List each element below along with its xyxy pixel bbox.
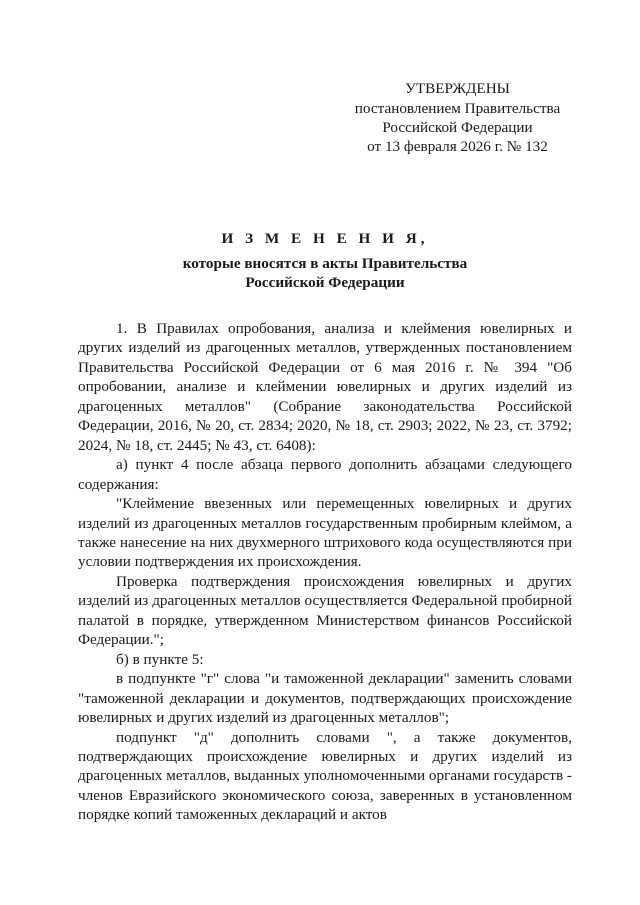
paragraph-4: Проверка подтверждения происхождения ювелирных и других изделий из драгоценных металлов осуществляется Федеральной пробирной палатой в порядке, утвержденном Министерством финансов Российской Федерации."; [78,572,572,649]
paragraph-5: б) в пункте 5: [116,650,204,668]
paragraph-3: "Клеймение ввезенных или перемещенных ювелирных и других изделий из драгоценных металлов государственным пробирным клеймом, а также нанесение на них двухмерного штрихового кода осуществляются при условии подтверждения их происхождения. [78,495,572,571]
document-title: И З М Е Н Е Н И Я, [221,230,429,247]
document-subtitle-line-1: которые вносятся в акты Правительства [182,255,468,272]
paragraph-6: в подпункте "г" слова "и таможенной декларации" заменить словами "таможенной декларации и документов, подтверждающих происхождение ювелирных и других изделий из драгоценных металлов"; [78,670,572,727]
document-body [78,319,572,825]
paragraph-2: а) пункт 4 после абзаца первого дополнить абзацами следующего содержания: [78,456,572,493]
approval-block [320,79,595,156]
paragraph-7: подпункт "д" дополнить словами ", а также документов, подтверждающих происхождение ювелирных и других изделий из драгоценных металлов, выданных уполномоченными органами государств - членов Евразийского экономического союза, заверенных в установленном порядке копий таможенных деклараций и актов [78,728,572,824]
document-heading [78,229,572,292]
approval-status: УТВЕРЖДЕНЫ [405,80,510,97]
paragraph-1: 1. В Правилах опробования, анализа и клеймения ювелирных и других изделий из драгоценных металлов, утвержденных постановлением Правительства Российской Федерации от 6 мая 2016 г. № 394 "Об опробовании, анализе и клеймении ювелирных и других изделий из драгоценных металлов" (Собрание законодательства Российской Федерации, 2016, № 20, ст. 2834; 2020, № 18, ст. 2903; 2022, № 23, ст. 3792; 2024, № 18, ст. 2445; № 43, ст. 6408): [78,320,572,454]
approval-date-number: от 13 февраля 2026 г. № 132 [367,138,548,155]
approval-authority: постановлением Правительства [354,100,561,117]
document-subtitle-line-2: Российской Федерации [245,274,405,291]
approval-authority-country: Российской Федерации [382,119,533,136]
